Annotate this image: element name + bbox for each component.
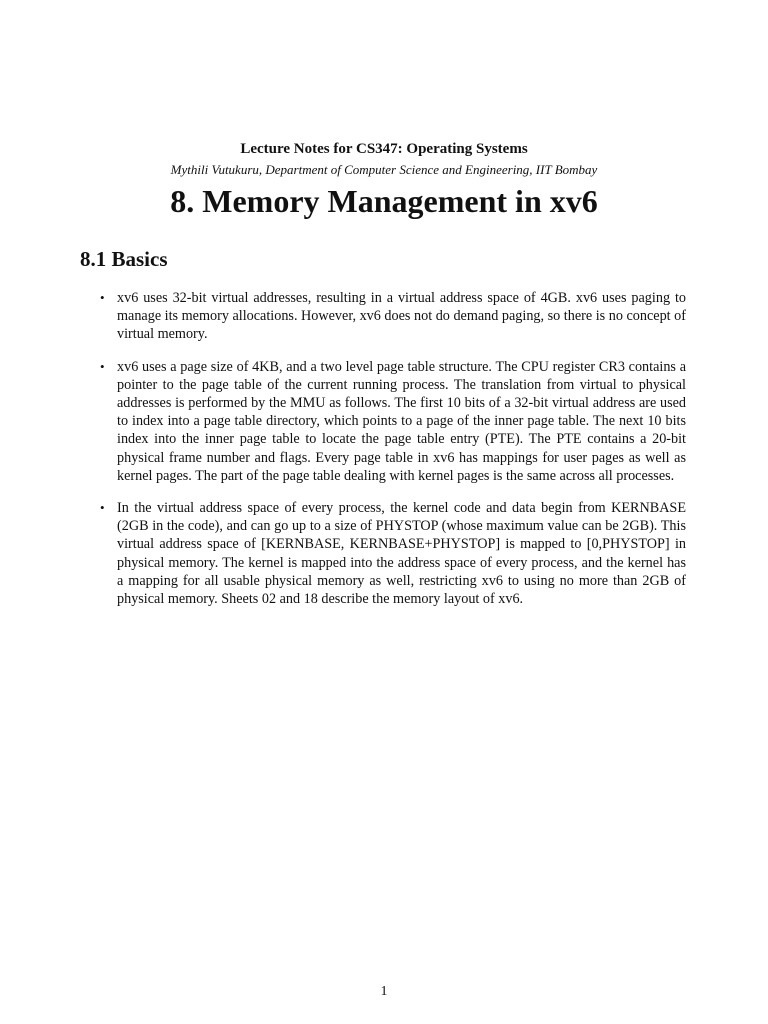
author-line: Mythili Vutukuru, Department of Computer Science and Engineering, IIT Bombay [170, 162, 598, 177]
page-number: 1 [380, 984, 388, 999]
list-item [100, 289, 686, 344]
section-heading: 8.1 Basics [80, 247, 168, 271]
bullet-list [100, 289, 686, 622]
bullet-icon: • [100, 500, 105, 516]
bullet-text: xv6 uses a page size of 4KB, and a two level page table structure. The CPU register CR3 contains a pointer to the page table of the current running process. The translation from virtual to physical addresses is performed by the MMU as follows. The first 10 bits of a 32-bit virtual address are used to index into a page table directory, which points to a page of the inner page table. The next 10 bits index into the inner page table to locate the page table entry (PTE). The PTE contains a 20-bit physical frame number and flags. Every page table in xv6 has mappings for user pages as well as kernel pages. The part of the page table dealing with kernel pages is the same across all processes. [117, 358, 686, 484]
bullet-text: In the virtual address space of every process, the kernel code and data begin from KERNBASE (2GB in the code), and can go up to a size of PHYSTOP (whose maximum value can be 2GB). This virtual address space of [KERNBASE, KERNBASE+PHYSTOP] is mapped to [0,PHYSTOP] in physical memory. The kernel is mapped into the address space of every process, and the kernel has a mapping for all usable physical memory as well, restricting xv6 to using no more than 2GB of physical memory. Sheets 02 and 18 describe the memory layout of xv6. [117, 500, 686, 608]
course-title: Lecture Notes for CS347: Operating Systems [240, 141, 528, 157]
bullet-icon: • [100, 358, 105, 374]
chapter-title: 8. Memory Management in xv6 [170, 183, 598, 219]
bullet-icon: • [100, 290, 105, 305]
bullet-text: xv6 uses 32-bit virtual addresses, resulting in a virtual address space of 4GB. xv6 uses paging to manage its memory allocations. However, xv6 does not do demand paging, so there is no concept of virtual memory. [117, 290, 686, 343]
list-item [100, 499, 686, 608]
list-item [100, 358, 686, 485]
